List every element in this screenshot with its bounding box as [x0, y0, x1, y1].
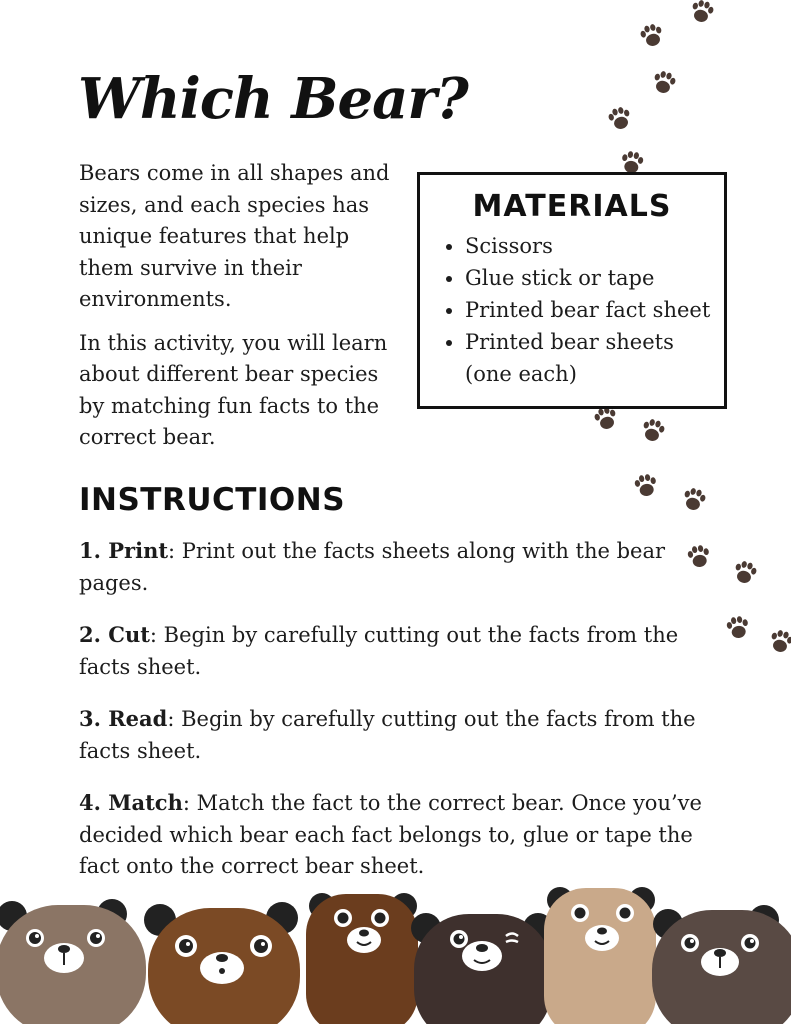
paw-print-icon: [732, 559, 758, 585]
paw-print-icon: [726, 615, 751, 640]
step-label: 2. Cut: [79, 622, 150, 647]
step-text: : Print out the facts sheets along with the bear pages.: [79, 539, 666, 595]
materials-item: • Printed bear sheets (one each): [465, 326, 724, 390]
step-match: [79, 787, 719, 883]
bear-6-illustration: [652, 905, 791, 1024]
step-text: : Begin by carefully cutting out the facts from the facts sheet.: [79, 623, 679, 679]
step-read: [79, 703, 719, 767]
step-label: 4. Match: [79, 790, 183, 815]
paw-print-icon: [768, 628, 791, 654]
materials-item: • Printed bear fact sheet: [465, 294, 724, 326]
step-cut: [79, 619, 719, 683]
intro-section: [79, 158, 399, 466]
paw-print-icon: [607, 105, 633, 131]
page-title: Which Bear?: [78, 66, 468, 132]
paw-print-icon: [620, 150, 645, 175]
step-text: : Match the fact to the correct bear. Once you’ve decided which bear each fact belongs to, glue or tape the fact onto the correct bear sheet.: [79, 791, 702, 878]
bear-illustration-row: [0, 880, 791, 1024]
paw-print-icon: [651, 69, 677, 95]
materials-item: • Glue stick or tape: [465, 262, 724, 294]
paw-print-icon: [634, 473, 659, 498]
materials-item: • Scissors: [465, 230, 724, 262]
step-label: 1. Print: [79, 538, 169, 563]
step-label: 3. Read: [79, 706, 168, 731]
intro-paragraph: In this activity, you will learn about different bear species by matching fun facts to the correct bear.: [79, 330, 388, 449]
instructions-heading: INSTRUCTIONS: [79, 482, 346, 518]
paw-print-icon: [681, 486, 707, 512]
materials-box: [417, 172, 727, 409]
bear-5-illustration: [544, 887, 656, 1024]
materials-heading: MATERIALS: [472, 189, 672, 224]
bear-1-illustration: [0, 899, 146, 1024]
step-text: : Begin by carefully cutting out the facts from the facts sheet.: [79, 707, 696, 763]
intro-paragraph: Bears come in all shapes and sizes, and each species has unique features that help them survive in their environments.: [79, 161, 390, 311]
paw-print-icon: [639, 22, 665, 48]
step-print: [79, 535, 719, 599]
paw-print-icon: [689, 0, 715, 24]
paw-print-icon: [593, 405, 619, 431]
bear-3-illustration: [306, 893, 418, 1024]
bear-2-illustration: [144, 902, 300, 1024]
paw-print-icon: [640, 417, 666, 443]
materials-list: [420, 230, 724, 390]
instructions-steps: [79, 535, 719, 883]
bear-4-illustration: [411, 913, 553, 1024]
